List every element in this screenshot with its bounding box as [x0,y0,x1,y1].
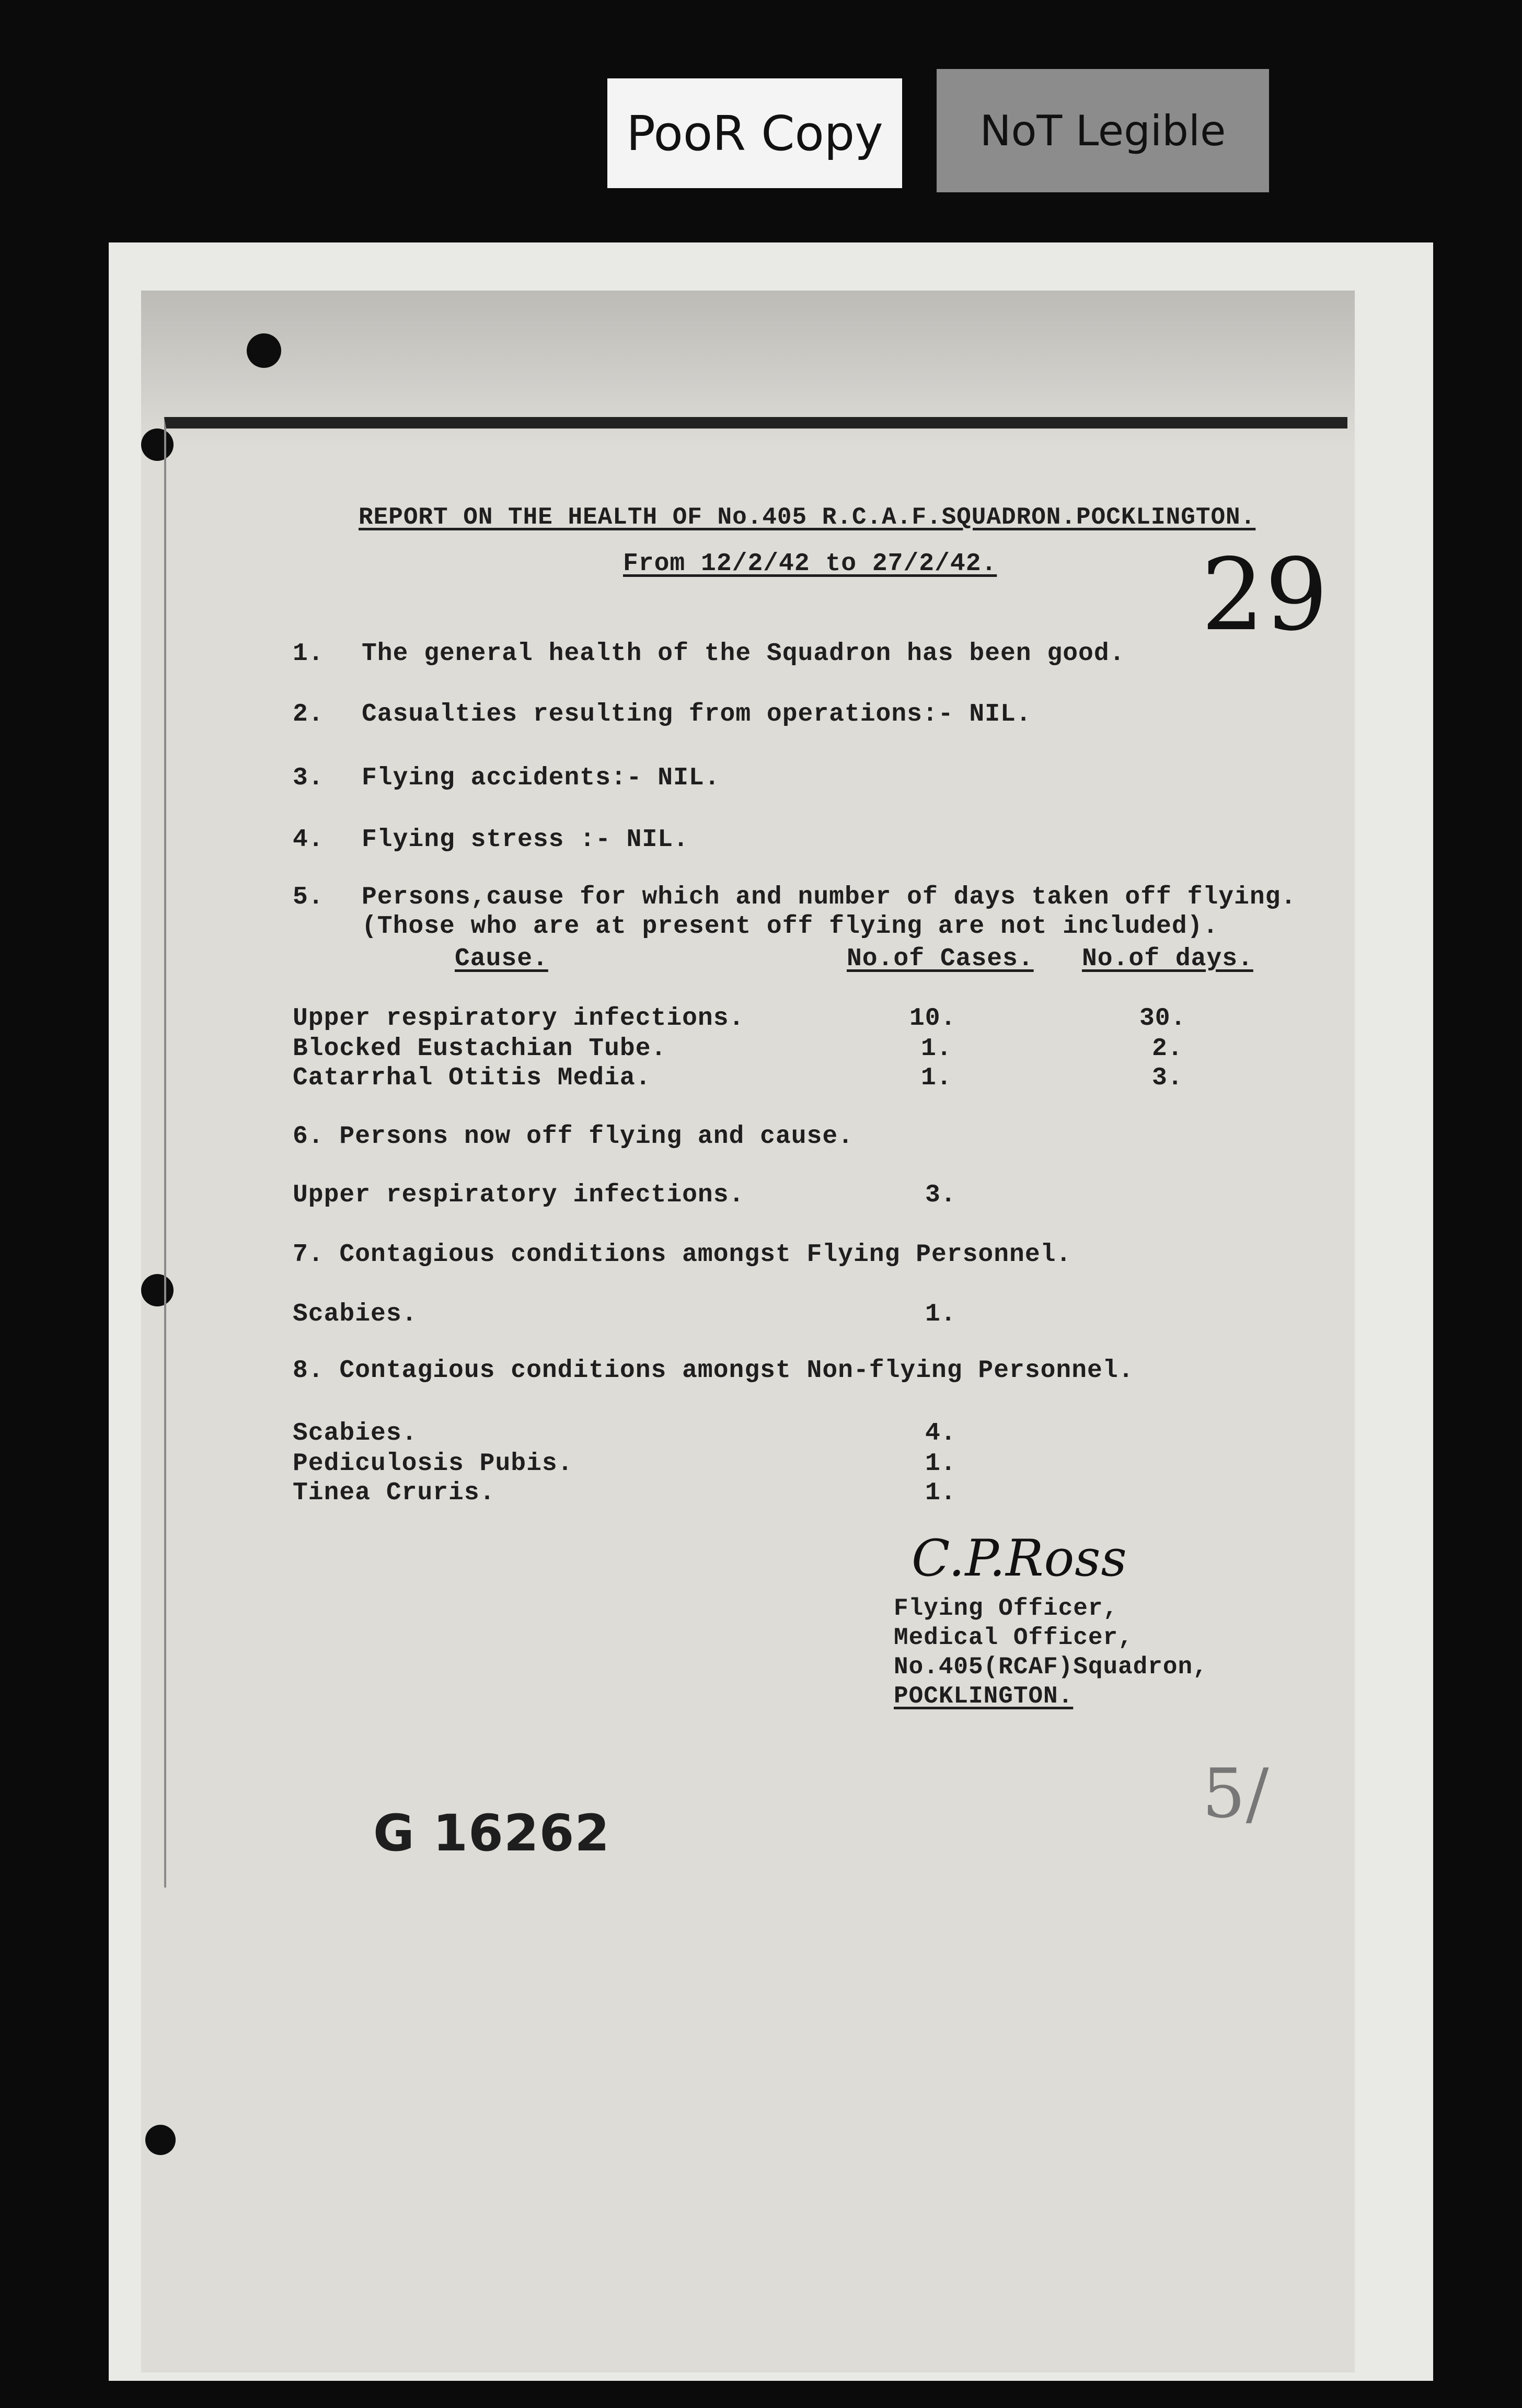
not-legible-text: NoT Legible [979,106,1226,155]
not-legible-label [937,69,1269,192]
signature-unit: No.405(RCAF)Squadron, [894,1653,1208,1681]
section-8-cause: Tinea Cruris. [293,1479,495,1507]
table-header-days: No.of days. [1082,945,1253,973]
item-1-text: The general health of the Squadron has been good. [362,640,1125,668]
section-8-cause: Scabies. [293,1419,418,1448]
section-7-cause: Scabies. [293,1300,418,1328]
table-row-days: 2. [1152,1035,1183,1063]
table-header-cases: No.of Cases. [847,945,1034,973]
item-4-number: 4. [293,826,324,854]
table-row-cases: 1. [921,1064,952,1092]
section-6-cause: Upper respiratory infections. [293,1181,745,1209]
section-6-heading: 6. Persons now off flying and cause. [293,1122,854,1151]
table-row-cause: Blocked Eustachian Tube. [293,1035,667,1063]
signature-rank: Flying Officer, [894,1595,1119,1622]
document-page [141,291,1355,2372]
signature: C.P.Ross [912,1529,1127,1588]
signature-station: POCKLINGTON. [894,1683,1074,1710]
section-6-cases: 3. [925,1181,956,1209]
item-1-number: 1. [293,640,324,668]
report-period: From 12/2/42 to 27/2/42. [623,550,997,578]
section-8-heading: 8. Contagious conditions amongst Non-flying Personnel. [293,1357,1134,1385]
item-5-text: Persons,cause for which and number of days taken off flying. [362,883,1297,911]
table-row-cause: Catarrhal Otitis Media. [293,1064,651,1092]
item-2-number: 2. [293,700,324,728]
table-row-cases: 1. [921,1035,952,1063]
item-4-text: Flying stress :- NIL. [362,826,689,854]
table-row-days: 30. [1139,1004,1186,1033]
section-7-heading: 7. Contagious conditions amongst Flying Personnel. [293,1241,1072,1269]
poor-copy-text: PooR Copy [626,105,883,161]
poor-copy-label [607,78,902,188]
item-3-number: 3. [293,764,324,792]
section-7-cases: 1. [925,1300,956,1328]
table-row-cause: Upper respiratory infections. [293,1004,745,1033]
table-header-cause: Cause. [455,945,548,973]
reference-number: G 16262 [373,1804,610,1862]
section-8-cause: Pediculosis Pubis. [293,1450,573,1478]
punch-hole [145,2125,176,2155]
punch-hole [247,333,281,368]
document-sheet [109,242,1433,2381]
table-row-cases: 10. [909,1004,956,1033]
section-8-cases: 4. [925,1419,956,1448]
section-8-cases: 1. [925,1479,956,1507]
item-3-text: Flying accidents:- NIL. [362,764,720,792]
page-number: 29 [1201,537,1329,653]
item-5-number: 5. [293,883,324,911]
item-2-text: Casualties resulting from operations:- NIL. [362,700,1032,728]
signature-role: Medical Officer, [894,1624,1133,1651]
report-title: REPORT ON THE HEALTH OF No.405 R.C.A.F.SQUADRON.POCKLINGTON. [359,504,1256,531]
item-5-text-line-2: (Those who are at present off flying are not included). [362,912,1219,941]
section-8-cases: 1. [925,1450,956,1478]
margin-note: 5/ [1202,1754,1270,1833]
table-row-days: 3. [1152,1064,1183,1092]
